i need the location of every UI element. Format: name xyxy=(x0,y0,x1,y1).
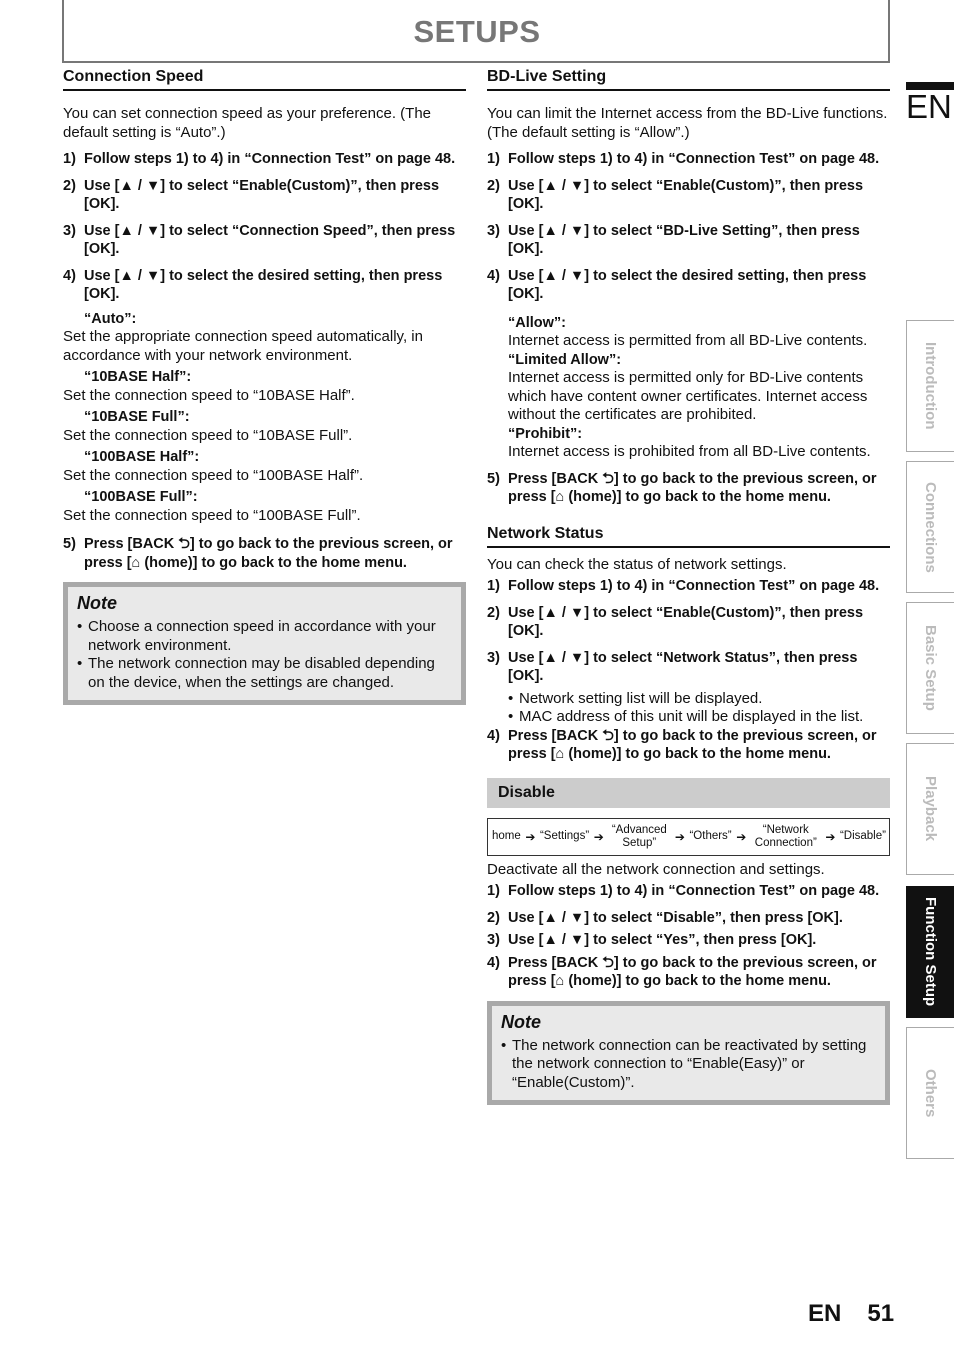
step: 2) Use [▲ / ▼] to select “Enable(Custom)”, then press [OK]. xyxy=(487,177,864,212)
section-intro: You can check the status of network settings. xyxy=(487,555,787,573)
note-item: • The network connection may be disabled depending on the device, when the settings are changed. xyxy=(77,655,435,691)
note-title: Note xyxy=(501,1011,541,1032)
option-label: “Auto”: xyxy=(84,310,137,327)
option-label: “10BASE Half”: xyxy=(84,369,192,385)
side-tab-basic-setup[interactable] xyxy=(906,602,954,734)
step: 1) Follow steps 1) to 4) in “Connection Test” on page 48. xyxy=(487,151,880,167)
page-title: SETUPS xyxy=(413,14,541,49)
step: 3) Use [▲ / ▼] to select “Yes”, then press [OK]. xyxy=(487,932,817,948)
side-tab-connections[interactable] xyxy=(906,461,954,593)
option-label: “Allow”: xyxy=(508,314,566,331)
option-label: “100BASE Full”: xyxy=(84,489,198,505)
path-item: “Disable” xyxy=(839,830,886,842)
option-label: “Prohibit”: xyxy=(508,425,583,442)
step: 4) Press [BACK ⮌] to go back to the previous screen, or press [⌂ (home)] to go back to the home menu. xyxy=(487,954,877,989)
step: 2) Use [▲ / ▼] to select “Enable(Custom)”, then press [OK]. xyxy=(63,177,440,212)
section-heading-disable: Disable xyxy=(487,778,890,808)
path-item: “Network Connection” xyxy=(754,823,817,849)
side-tab-label: Basic Setup xyxy=(922,625,939,711)
step: 3) Use [▲ / ▼] to select “Connection Speed”, then press [OK]. xyxy=(63,222,456,257)
option-description: Set the appropriate connection speed automatically, in accordance with your network environment. xyxy=(63,328,423,364)
step: 3) Use [▲ / ▼] to select “BD-Live Setting”, then press [OK]. xyxy=(487,222,860,257)
option-description: Internet access is permitted only for BD-Live contents which have content owner certificates. Internet access without the certificates are prohibited. xyxy=(508,369,868,423)
note-item: • The network connection can be reactivated by setting the network connection to “Enable(Easy)” or “Enable(Custom)”. xyxy=(501,1036,867,1091)
step: 1) Follow steps 1) to 4) in “Connection Test” on page 48. xyxy=(63,151,456,167)
side-tab-introduction[interactable] xyxy=(906,320,954,452)
option-label: “Limited Allow”: xyxy=(508,351,622,368)
step: 5) Press [BACK ⮌] to go back to the previous screen, or press [⌂ (home)] to go back to the home menu. xyxy=(487,470,877,505)
arrow-right-icon: ➔ xyxy=(736,829,747,844)
option-description: Internet access is permitted from all BD-Live contents. xyxy=(508,332,868,349)
step: 1) Follow steps 1) to 4) in “Connection Test” on page 48. xyxy=(487,883,880,899)
path-item: home xyxy=(492,830,521,842)
section-heading-network-status: Network Status xyxy=(487,525,890,548)
step: 1) Follow steps 1) to 4) in “Connection Test” on page 48. xyxy=(487,578,880,594)
option-label: “10BASE Full”: xyxy=(84,409,190,425)
note-box xyxy=(487,1001,890,1106)
section-heading-bd-live-setting: BD-Live Setting xyxy=(487,68,890,91)
side-tab-label: Connections xyxy=(922,481,939,573)
arrow-right-icon: ➔ xyxy=(593,829,604,844)
section-intro: Deactivate all the network connection and settings. xyxy=(487,860,825,878)
option-label: “100BASE Half”: xyxy=(84,449,200,465)
footer-language: EN xyxy=(808,1300,842,1327)
right-column xyxy=(487,68,890,1105)
language-tab-label: EN xyxy=(906,88,952,125)
option-description: Set the connection speed to “100BASE Full”. xyxy=(63,506,361,524)
bullet-item: • MAC address of this unit will be displayed in the list. xyxy=(508,708,864,725)
step: 4) Use [▲ / ▼] to select the desired setting, then press [OK]. xyxy=(487,267,867,302)
step: 5) Press [BACK ⮌] to go back to the previous screen, or press [⌂ (home)] to go back to the home menu. xyxy=(63,536,453,571)
arrow-right-icon: ➔ xyxy=(525,829,536,844)
step: 4) Press [BACK ⮌] to go back to the previous screen, or press [⌂ (home)] to go back to the home menu. xyxy=(487,727,877,762)
side-tab-label: Playback xyxy=(922,776,939,842)
step: 4) Use [▲ / ▼] to select the desired setting, then press [OK]. xyxy=(63,267,443,302)
page-footer xyxy=(808,1300,920,1328)
menu-path xyxy=(487,818,890,856)
step: 2) Use [▲ / ▼] to select “Enable(Custom)”, then press [OK]. xyxy=(487,604,864,639)
path-item: “Advanced Setup” xyxy=(611,823,667,849)
side-tab-label: Others xyxy=(922,1068,939,1118)
path-item: “Others” xyxy=(689,830,732,842)
page-number: 51 xyxy=(867,1300,895,1327)
arrow-right-icon: ➔ xyxy=(825,829,836,844)
section-heading-connection-speed: Connection Speed xyxy=(63,68,466,91)
note-item: • Choose a connection speed in accordance with your network environment. xyxy=(77,618,436,654)
arrow-right-icon: ➔ xyxy=(674,829,685,844)
bullet-item: • Network setting list will be displayed. xyxy=(508,689,763,707)
section-intro: You can limit the Internet access from the BD-Live functions. (The default setting is “Allow”.) xyxy=(487,105,888,141)
side-tab-label: Introduction xyxy=(922,342,939,430)
side-tab-function-setup[interactable] xyxy=(906,886,954,1018)
left-column xyxy=(63,68,466,705)
side-tab-others[interactable] xyxy=(906,1027,954,1159)
step: 3) Use [▲ / ▼] to select “Network Status”, then press [OK]. xyxy=(487,649,858,684)
note-title: Note xyxy=(77,593,117,613)
option-description: Set the connection speed to “10BASE Full”. xyxy=(63,426,353,444)
side-tab-label: Function Setup xyxy=(922,897,939,1007)
section-intro: You can set connection speed as your preference. (The default setting is “Auto”.) xyxy=(63,105,432,141)
option-description: Set the connection speed to “100BASE Half”. xyxy=(63,466,364,484)
note-box xyxy=(63,582,466,705)
option-description: Internet access is prohibited from all BD-Live contents. xyxy=(508,443,871,460)
step: 2) Use [▲ / ▼] to select “Disable”, then press [OK]. xyxy=(487,909,843,926)
option-description: Set the connection speed to “10BASE Half”. xyxy=(63,386,355,404)
side-tab-playback[interactable] xyxy=(906,743,954,875)
path-item: “Settings” xyxy=(539,830,590,842)
